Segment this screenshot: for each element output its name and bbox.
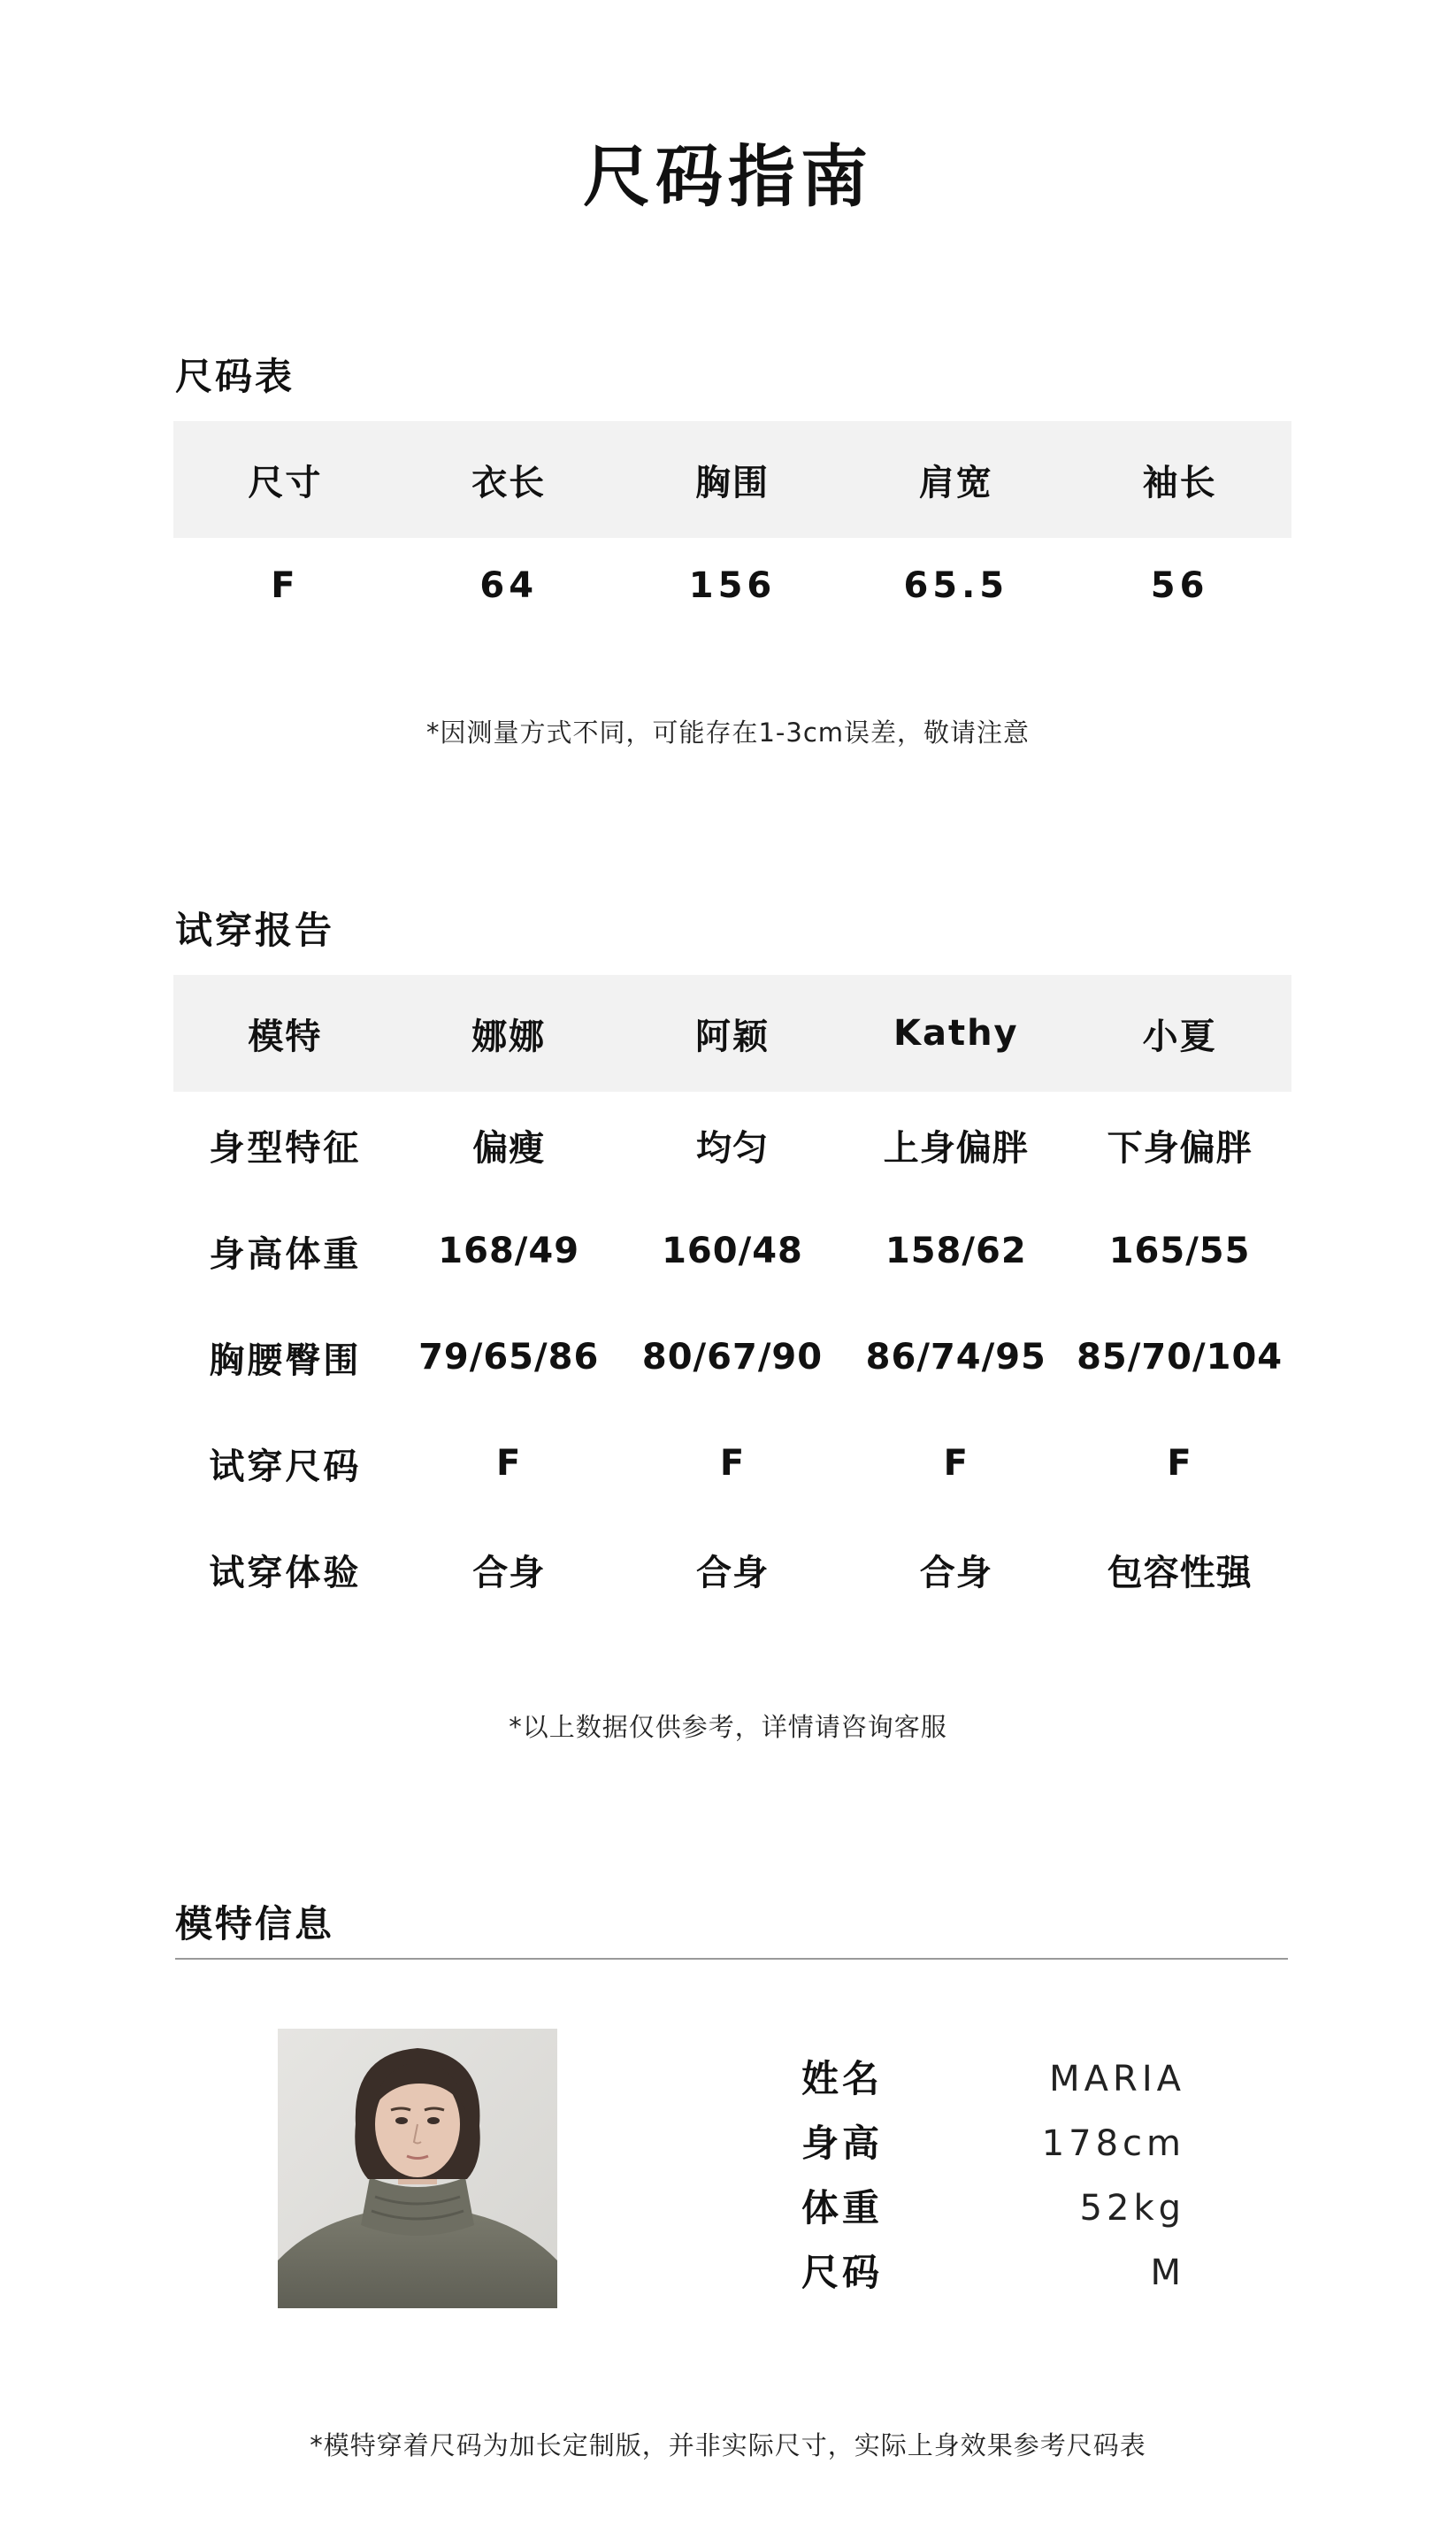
page-title: 尺码指南 [583,137,873,216]
model-info-heading: 模特信息 [175,1902,335,1946]
row-label: 试穿体验 [209,1552,362,1593]
table-cell: 160/48 [662,1231,803,1271]
table-cell: 86/74/95 [865,1337,1046,1378]
table-cell: 168/49 [438,1231,580,1271]
table-cell: F [943,1443,969,1484]
table-row [173,1304,1291,1410]
trial-report-header-cell: 娜娜 [471,1016,547,1057]
table-cell: 合身 [919,1552,992,1593]
table-cell: 79/65/86 [418,1337,600,1378]
size-chart-note: *因测量方式不同，可能存在1-3cm误差，敬请注意 [425,718,1031,748]
model-height-value: 178cm [1041,2123,1185,2164]
model-weight-value: 52kg [1079,2188,1185,2229]
table-row [173,1198,1291,1304]
table-row [173,1516,1291,1623]
table-cell: 合身 [695,1552,769,1593]
size-chart-table [173,421,1291,633]
trial-report-header-cell: 模特 [248,1016,323,1057]
trial-report-note: *以上数据仅供参考，详情请咨询客服 [509,1712,947,1742]
trial-report-header-row [173,975,1291,1092]
size-chart-header-row [173,421,1291,538]
table-cell: F [271,565,300,606]
table-cell: 均匀 [695,1127,769,1169]
size-chart-header-cell: 尺寸 [248,462,323,503]
model-photo [278,2029,557,2308]
table-cell: 上身偏胖 [883,1127,1029,1169]
size-chart-header-cell: 胸围 [694,462,770,503]
row-label: 胸腰臀围 [209,1339,362,1381]
model-size-value: M [1150,2253,1185,2293]
trial-report-header-cell: 小夏 [1142,1016,1217,1057]
row-label: 试穿尺码 [209,1446,362,1487]
trial-report-header-cell: 阿颖 [694,1016,770,1057]
table-cell: 包容性强 [1107,1552,1253,1593]
table-cell: 下身偏胖 [1107,1127,1253,1169]
table-cell: 偏瘦 [472,1127,546,1169]
trial-report-table [173,975,1291,1623]
size-chart-header-cell: 衣长 [471,462,547,503]
size-chart-heading: 尺码表 [175,355,295,398]
table-cell: 合身 [472,1552,546,1593]
table-cell: F [496,1443,522,1484]
table-row [173,1410,1291,1516]
table-cell: F [719,1443,746,1484]
model-height-label: 身高 [801,2122,884,2165]
trial-report-header-cell: Kathy [893,1013,1019,1054]
table-cell: 64 [479,565,539,606]
table-cell: 165/55 [1108,1231,1251,1271]
model-size-label: 尺码 [801,2251,884,2294]
row-label: 身型特征 [209,1127,362,1169]
table-cell: 80/67/90 [641,1337,824,1378]
table-cell: 56 [1150,565,1209,606]
table-row [173,1092,1291,1198]
table-row [173,538,1291,633]
table-cell: F [1167,1443,1192,1484]
table-cell: 85/70/104 [1077,1337,1284,1378]
model-name-label: 姓名 [801,2057,884,2100]
model-weight-label: 体重 [801,2186,884,2230]
model-portrait-image [278,2029,557,2308]
table-cell: 156 [688,565,777,606]
size-chart-header-cell: 袖长 [1142,462,1217,503]
row-label: 身高体重 [209,1233,362,1275]
section-divider [175,1958,1288,1960]
model-name-value: MARIA [1049,2059,1185,2099]
table-cell: 158/62 [885,1231,1027,1271]
trial-report-heading: 试穿报告 [175,909,335,952]
table-cell: 65.5 [903,565,1009,606]
model-info-note: *模特穿着尺码为加长定制版，并非实际尺寸，实际上身效果参考尺码表 [310,2430,1146,2460]
size-chart-header-cell: 肩宽 [918,462,993,503]
